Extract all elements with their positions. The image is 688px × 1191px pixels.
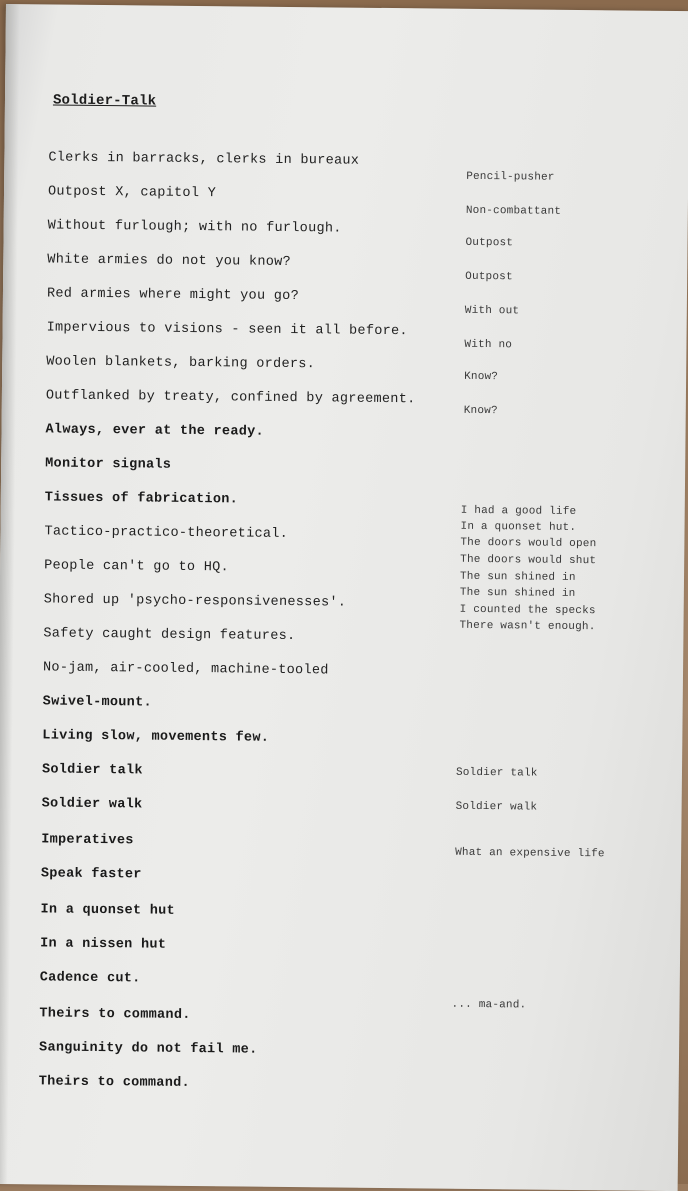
margin-note: Outpost [465, 270, 513, 284]
margin-note: In a quonset hut. [460, 520, 577, 534]
poem-line: Swivel-mount. [42, 694, 152, 711]
poem-line: Cadence cut. [39, 970, 141, 987]
margin-note: Soldier talk [455, 766, 538, 780]
margin-note: With out [464, 304, 520, 318]
poem-line: Clerks in barracks, clerks in bureaux [48, 150, 360, 169]
poem-line: People can't go to HQ. [44, 558, 230, 576]
margin-note: I counted the specks [459, 603, 596, 618]
margin-note: There wasn't enough. [459, 619, 596, 634]
margin-note: The sun shined in [459, 586, 576, 600]
poem-line: No-jam, air-cooled, machine-tooled [42, 660, 329, 679]
poem-line: In a nissen hut [40, 936, 167, 953]
margin-note: Non-combattant [465, 204, 562, 218]
margin-note: Pencil-pusher [466, 170, 555, 184]
poem-line: In a quonset hut [40, 902, 176, 919]
poem-line: Impervious to visions - seen it all before. [46, 320, 408, 340]
poem-line: Always, ever at the ready. [45, 422, 265, 440]
book-page [0, 4, 688, 1191]
poem-line: Red armies where might you go? [46, 286, 300, 305]
poem-line: Tissues of fabrication. [44, 490, 239, 508]
margin-note: Outpost [465, 236, 514, 250]
poem-line: Theirs to command. [38, 1074, 191, 1091]
poem-line: Soldier walk [41, 796, 143, 813]
poem-line: White armies do not you know? [47, 252, 292, 270]
poem-line: Speak faster [40, 866, 142, 883]
poem-title: Soldier-Talk [52, 92, 157, 110]
margin-note: Know? [464, 370, 499, 384]
margin-note: Know? [463, 404, 498, 418]
poem-line: Living slow, movements few. [42, 728, 270, 746]
margin-note: With no [464, 338, 513, 352]
margin-note: What an expensive life [455, 846, 605, 861]
poem-line: Outpost X, capitol Y [47, 184, 217, 202]
poem-line: Monitor signals [45, 456, 172, 473]
poem-line: Soldier talk [41, 762, 143, 779]
margin-note: The sun shined in [459, 570, 576, 584]
poem-line: Outflanked by treaty, confined by agreement. [45, 388, 416, 408]
poem-line: Safety caught design features. [43, 626, 296, 645]
poem-line: Without furlough; with no furlough. [47, 218, 342, 237]
margin-note: ... ma-and. [451, 998, 527, 1012]
poem-line: Tactico-practico-theoretical. [44, 524, 289, 542]
poem-line: Theirs to command. [39, 1006, 191, 1023]
poem-line: Shored up 'psycho-responsivenesses'. [43, 592, 347, 611]
margin-note: I had a good life [460, 504, 577, 518]
margin-note: Soldier walk [455, 800, 538, 814]
poem-line: Sanguinity do not fail me. [38, 1040, 258, 1058]
margin-note: The doors would open [460, 536, 597, 551]
poem-line: Woolen blankets, barking orders. [46, 354, 316, 373]
margin-note: The doors would shut [460, 553, 597, 568]
poem-line: Imperatives [41, 832, 134, 849]
